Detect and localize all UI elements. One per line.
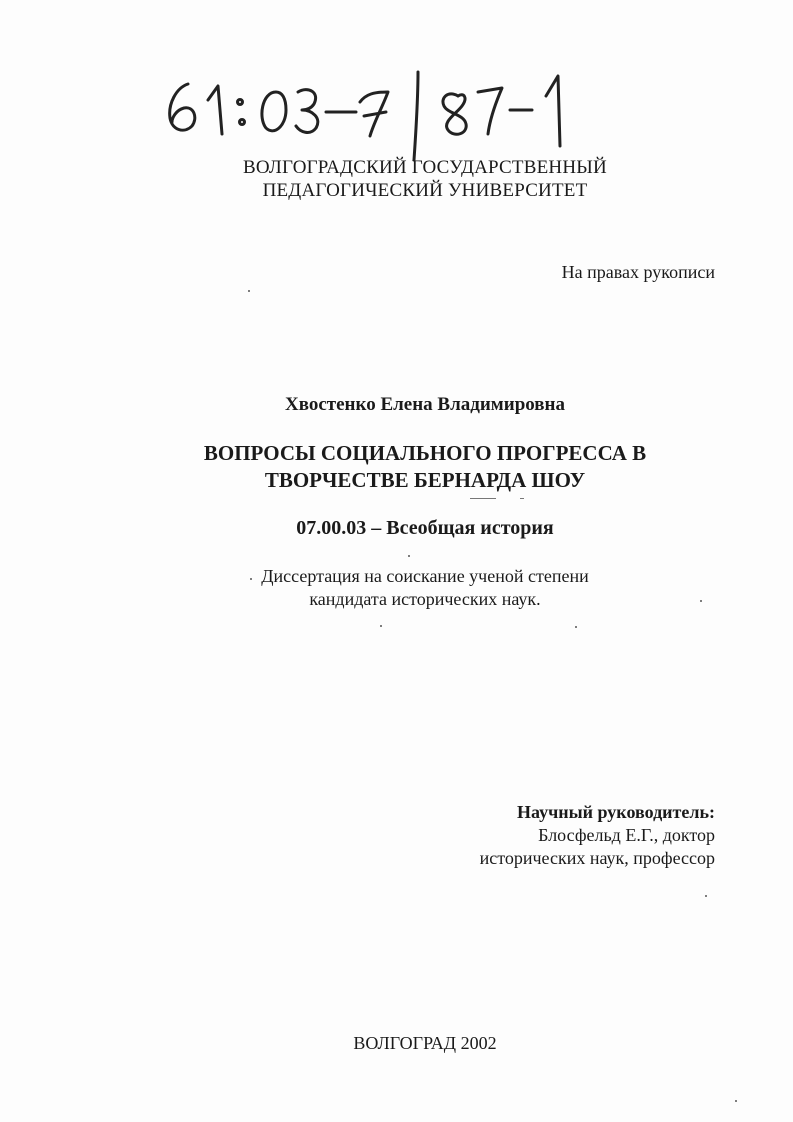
dissertation-line-2: кандидата исторических наук. (309, 589, 541, 609)
scan-speck (248, 290, 250, 292)
dissertation-line-1: Диссертация на соискание ученой степени (261, 566, 589, 586)
university-line-2: ПЕДАГОГИЧЕСКИЙ УНИВЕРСИТЕТ (262, 180, 588, 201)
dissertation-description (0, 565, 793, 611)
scan-speck (705, 895, 707, 897)
university-name (0, 156, 793, 202)
scan-speck (700, 600, 702, 602)
dissertation-title (0, 440, 793, 494)
handwritten-archive-code (160, 62, 600, 162)
manuscript-note: На правах рукописи (561, 262, 715, 282)
city-year: ВОЛГОГРАД 2002 (353, 1033, 497, 1053)
scan-speck (250, 578, 252, 580)
scan-speck (735, 1100, 737, 1102)
handwritten-code-drawing (160, 62, 600, 162)
scan-speck (575, 626, 577, 628)
title-line-1: ВОПРОСЫ СОЦИАЛЬНОГО ПРОГРЕССА В (203, 441, 647, 465)
university-line-1: ВОЛГОГРАДСКИЙ ГОСУДАРСТВЕННЫЙ (243, 157, 607, 178)
author-name: Хвостенко Елена Владимировна (285, 394, 565, 415)
supervisor-line-1: Блосфельд Е.Г., доктор (538, 825, 715, 845)
scan-speck (380, 625, 382, 627)
scan-mark (520, 498, 524, 499)
supervisor-line-2: исторических наук, профессор (479, 848, 715, 868)
scan-speck (408, 555, 410, 557)
title-line-2: ТВОРЧЕСТВЕ БЕРНАРДА ШОУ (264, 468, 586, 492)
scan-mark (470, 498, 496, 499)
supervisor-block (480, 801, 715, 870)
specialty-code: 07.00.03 – Всеобщая история (296, 517, 554, 539)
supervisor-heading: Научный руководитель: (517, 802, 715, 822)
